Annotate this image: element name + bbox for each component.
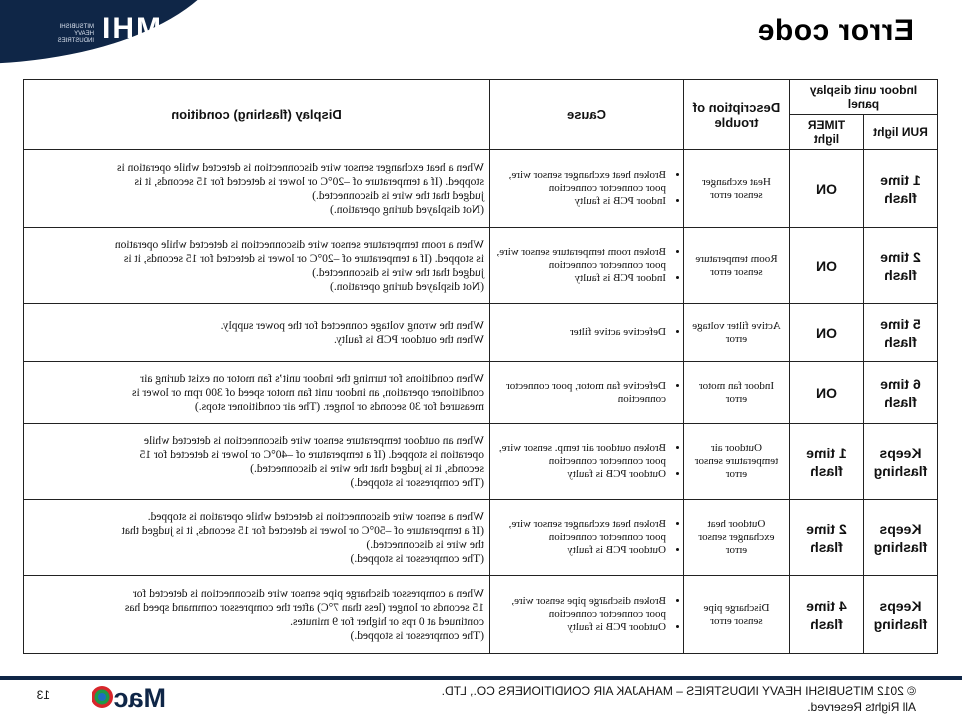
table-row [23, 500, 937, 576]
table-row [23, 362, 937, 424]
run-light-cell: 1 time flash [864, 150, 938, 228]
cause-list [495, 442, 678, 481]
display-condition-line: When a heat exchanger sensor wire disconnection is detected while operation is [117, 161, 484, 174]
header-cause: Cause [489, 80, 683, 150]
table-row [23, 576, 937, 654]
timer-light-cell: ON [789, 362, 863, 424]
table-row [23, 304, 937, 362]
display-condition-line: stopped. (If a temperature of –20°C or lower is detected for 15 seconds, it is [134, 175, 484, 188]
timer-light-cell: ON [789, 150, 863, 228]
error-code-table [23, 79, 938, 654]
timer-light-cell: ON [789, 304, 863, 362]
cause-item: • Broken discharge pipe sensor wire, poor connector connection [495, 595, 666, 621]
cause-item: • Outdoor PCB is faulty [495, 468, 666, 481]
display-condition-cell [23, 576, 489, 654]
display-condition-line: judged that the wire is disconnected.) [312, 266, 484, 279]
display-condition-cell [23, 228, 489, 304]
logo-mhi-text: MHI [100, 12, 161, 45]
cause-item: • Outdoor PCB is faulty [495, 544, 666, 557]
mac-logo-text: Mac [113, 684, 166, 710]
display-condition-line: When an outdoor temperature sensor wire disconnection is detected while [143, 434, 484, 447]
header-run-light: RUN light [864, 115, 938, 150]
display-condition-cell [23, 500, 489, 576]
copyright [442, 683, 916, 715]
table-row [23, 228, 937, 304]
mac-logo-dot-blue [98, 693, 106, 701]
table-row [23, 424, 937, 500]
display-condition-line: conditioner operation, an indoor unit fan motor speed of 300 rpm or lower is [132, 386, 484, 399]
display-condition-line: When the outdoor PCB is faulty. [333, 333, 484, 346]
mhi-group-logo [0, 0, 230, 64]
description-cell: Active filter voltage error [683, 304, 789, 362]
cause-cell [489, 500, 683, 576]
cause-item: • Defective active filter [495, 326, 666, 339]
run-light-cell: Keeps flashing [864, 500, 938, 576]
table-body [23, 150, 937, 654]
description-cell: Outdoor heat exchanger sensor error [683, 500, 789, 576]
mac-logo [92, 684, 166, 710]
display-condition-line: 15 seconds or longer (less than 7°C) after the compressor command speed has [124, 601, 484, 614]
run-light-cell: 5 time flash [864, 304, 938, 362]
cause-item: • Defective fan motor, poor connector connection [495, 380, 666, 406]
display-condition-cell [23, 150, 489, 228]
display-condition-cell [23, 424, 489, 500]
display-condition-line: (The compressor is stopped.) [350, 552, 484, 565]
display-condition-line: the wire is disconnected.) [366, 538, 484, 551]
display-condition-line: is stopped. (If a temperature of –20°C or lower is detected for 15 seconds, it is [123, 252, 484, 265]
display-condition-line: judged that the wire is disconnected.) [312, 189, 484, 202]
timer-light-cell: ON [789, 228, 863, 304]
description-cell: Discharge pipe sensor error [683, 576, 789, 654]
header-display: Display (flashing) condition [23, 80, 489, 150]
page-number: 13 [36, 688, 50, 702]
table-row [23, 150, 937, 228]
display-condition-line: (The compressor is stopped.) [350, 476, 484, 489]
cause-cell [489, 576, 683, 654]
cause-item: • Broken heat exchanger sensor wire, poor connector connection [495, 169, 666, 195]
cause-item: • Outdoor PCB is faulty [495, 621, 666, 634]
display-condition-line: continued at 0 rps or higher for 9 minutes. [290, 615, 484, 628]
cause-cell [489, 304, 683, 362]
cause-cell [489, 362, 683, 424]
cause-list [495, 518, 678, 557]
cause-item: • Indoor PCB is faulty [495, 195, 666, 208]
cause-list [495, 595, 678, 634]
cause-item: • Broken outdoor air temp. sensor wire, poor connector connection [495, 442, 666, 468]
display-condition-line: When a compressor discharge pipe sensor wire disconnection is detected for [132, 587, 484, 600]
display-condition-line: When conditions for turning the indoor unit’s fan motor on exist during air [140, 372, 484, 385]
copyright-line: © 2012 MITSUBISHI HEAVY INDUSTRIES – MAHAJAK AIR CONDITIONERS CO., LTD. [441, 684, 916, 698]
logo-company-text: MITSUBISHI HEAVY INDUSTRIES [57, 24, 94, 44]
run-light-cell: Keeps flashing [864, 576, 938, 654]
display-condition-line: operation is stopped. (If a temperature of –40°C or lower is detected for 15 [139, 448, 484, 461]
cause-list [495, 169, 678, 208]
display-condition-cell [23, 362, 489, 424]
description-cell: Heat exchanger sensor error [683, 150, 789, 228]
header-indoor-panel: Indoor unit display panel [789, 80, 937, 115]
description-cell: Room temperature sensor error [683, 228, 789, 304]
footer-rule [0, 676, 962, 680]
description-cell: Outdoor air temperature sensor error [683, 424, 789, 500]
cause-cell [489, 424, 683, 500]
cause-item: • Broken heat exchanger sensor wire, poor connector connection [495, 518, 666, 544]
timer-light-cell: 1 time flash [789, 424, 863, 500]
description-cell: Indoor fan motor error [683, 362, 789, 424]
cause-list [495, 326, 678, 339]
timer-light-cell: 4 time flash [789, 576, 863, 654]
timer-light-cell: 2 time flash [789, 500, 863, 576]
header-description: Description of trouble [683, 80, 789, 150]
run-light-cell: 2 time flash [864, 228, 938, 304]
display-condition-line: When a room temperature sensor wire disconnection is detected while operation [114, 238, 484, 251]
run-light-cell: Keeps flashing [864, 424, 938, 500]
page-title: Error code [757, 14, 914, 47]
display-condition-line: (The compressor is stopped.) [350, 629, 484, 642]
rights-line: All Rights Reserved. [807, 700, 916, 714]
display-condition-line: seconds, it is judged that the wire is disconnected.) [250, 462, 484, 475]
cause-list [495, 246, 678, 285]
cause-item: • Broken room temperature sensor wire, poor connector connection [495, 246, 666, 272]
display-condition-line: (If a temperature of –50°C or lower is detected for 15 seconds, it is judged that [121, 524, 484, 537]
display-condition-cell [23, 304, 489, 362]
display-condition-line: (Not displayed during operation.) [330, 203, 484, 216]
display-condition-line: (Not displayed during operation.) [330, 280, 484, 293]
display-condition-line: When a sensor wire disconnection is detected while operation is stopped. [147, 510, 484, 523]
cause-item: • Indoor PCB is faulty [495, 272, 666, 285]
cause-cell [489, 150, 683, 228]
display-condition-line: measured for 30 seconds or longer. (The air conditioner stops.) [194, 400, 484, 413]
cause-cell [489, 228, 683, 304]
display-condition-line: When the wrong voltage connected for the power supply. [220, 319, 484, 332]
cause-list [495, 380, 678, 406]
header-timer-light: TIMER light [789, 115, 863, 150]
run-light-cell: 6 time flash [864, 362, 938, 424]
logo-group-text: GROUP [104, 44, 161, 55]
